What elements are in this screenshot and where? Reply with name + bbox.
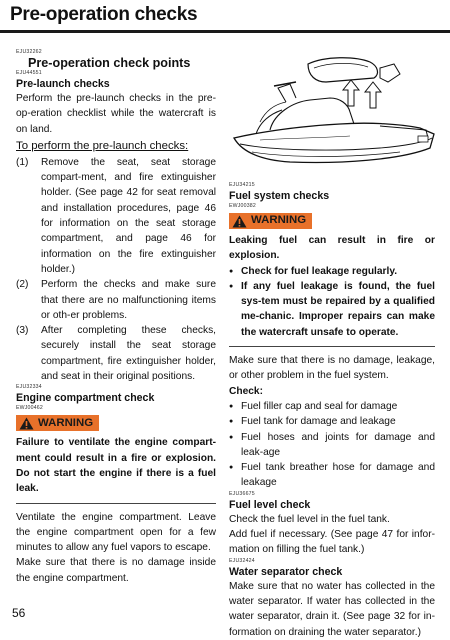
step-number: (1): [16, 156, 29, 168]
list-item: ● If any fuel leakage is found, the fuel sys-tem must be repaired by a qualified me-chanic. Improper repairs can make the watercraft unsafe to operate.: [229, 279, 435, 340]
header-rule: [0, 30, 450, 33]
right-column: [229, 182, 435, 640]
step-number: (3): [16, 325, 29, 337]
ref-code: EWJ00382: [229, 203, 256, 209]
step-text: Remove the seat, seat storage compart-ment, and fire extinguisher holder. (See page 42 for seat removal and installation procedures, page 46 for information on the seat storage compartment, and page 46 for information on the fire extinguisher holder.): [41, 156, 216, 275]
list-item: [16, 323, 216, 384]
engine-heading: Engine compartment check: [16, 392, 155, 405]
fuel-warning-list: [229, 264, 435, 340]
warning-label: WARNING: [251, 214, 307, 227]
warning-divider: [229, 346, 435, 347]
ref-code: EWJ00462: [16, 405, 43, 412]
left-column: [16, 49, 216, 586]
watercraft-illustration: [230, 52, 442, 180]
step-number: (2): [16, 279, 29, 291]
fuel-para: Make sure that there is no damage, leakage, or other problem in the fuel system.: [229, 355, 435, 382]
list-item: ● Fuel tank breather hose for damage and leakage: [229, 460, 435, 491]
fuel-heading: Fuel system checks: [229, 190, 330, 202]
fuel-warning-intro: Leaking fuel can result in fire or explosion.: [229, 235, 435, 262]
ref-code: EJU32424: [229, 557, 255, 564]
check-list: [229, 399, 435, 491]
step-text: After completing these checks, securely install the seat storage compartment, fire extinguisher holder, and seat in their original positions.: [41, 325, 216, 383]
watercraft-icon: [230, 52, 442, 180]
warning-triangle-icon: [232, 215, 247, 228]
engine-para: Ventilate the engine compartment. Leave the engine compartment open for a few minutes to allow any fuel vapors to escape.: [16, 511, 216, 554]
list-item: ● Fuel filler cap and seal for damage: [229, 399, 435, 414]
fuel-level-text: Add fuel if necessary. (See page 47 for infor-mation on filling the fuel tank.): [229, 529, 435, 556]
warning-badge: [16, 415, 99, 431]
warning-triangle-icon: [19, 417, 34, 430]
warning-badge: [229, 213, 312, 229]
page-header-title: Pre-operation checks: [10, 4, 198, 25]
engine-warning-text: Failure to ventilate the engine compart-ment could result in a fire or explosion. Do not start the engine if there is a fuel leak.: [16, 437, 216, 495]
water-separator-text: Make sure that no water has collected in the water separator. If water has collected in the water separator, drain it. (See page 32 for in-formation on draining the water separator.): [229, 580, 435, 638]
section-title: Pre-operation check points: [28, 56, 191, 70]
check-label: Check:: [229, 385, 263, 397]
ref-code: EJU34215: [229, 182, 255, 188]
list-item: [16, 155, 216, 277]
engine-para: Make sure that there is no damage inside the engine compartment.: [16, 557, 216, 584]
ref-code: EJU44551: [16, 70, 42, 76]
prelaunch-intro: Perform the pre-launch checks in the pre-op-eration checklist while the watercraft is on land.: [16, 93, 216, 135]
page-number: 56: [12, 606, 26, 620]
list-item: ● Check for fuel leakage regularly.: [229, 264, 435, 279]
warning-divider: [16, 503, 216, 504]
fuel-level-heading: Fuel level check: [229, 498, 311, 511]
fuel-level-text: Check the fuel level in the fuel tank.: [229, 513, 390, 525]
step-text: Perform the checks and make sure that there are no malfunctioning items or oth-er problems.: [41, 279, 216, 321]
steps-list: [16, 155, 216, 384]
warning-label: WARNING: [38, 416, 94, 429]
prelaunch-heading: Pre-launch checks: [16, 78, 110, 90]
list-item: [16, 277, 216, 323]
water-separator-heading: Water separator check: [229, 565, 343, 578]
list-item: ● Fuel tank for damage and leakage: [229, 414, 435, 429]
ref-code: EJU32262: [16, 49, 42, 55]
ref-code: EJU36675: [229, 490, 255, 497]
list-item: ● Fuel hoses and joints for damage and leak-age: [229, 430, 435, 461]
ref-code: EJU32334: [16, 384, 42, 391]
perform-heading: To perform the pre-launch checks:: [16, 139, 189, 152]
